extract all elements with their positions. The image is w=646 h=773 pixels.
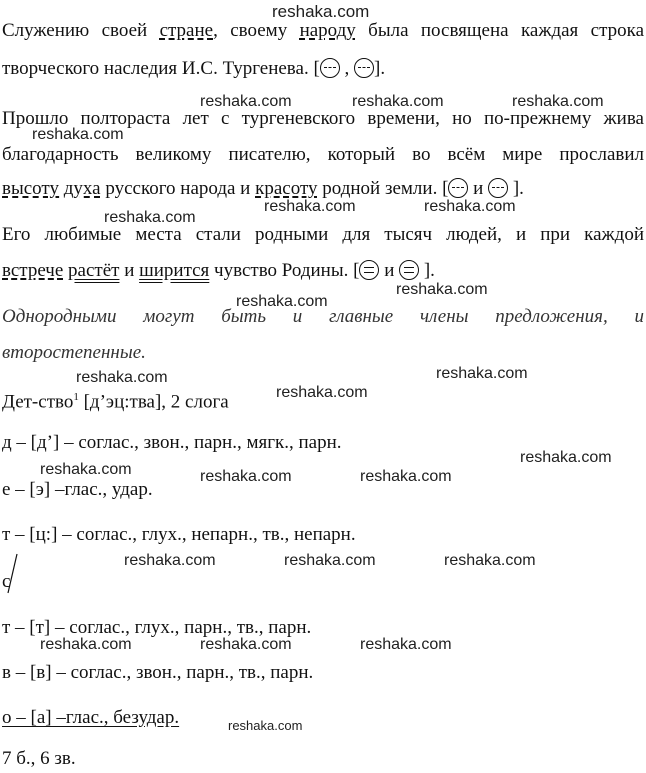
analyzed-word: Дет-ство	[2, 391, 74, 413]
watermark: reshaka.com	[396, 281, 488, 298]
note-line-1: Однородными могут быть и главные члены предложения, и	[2, 306, 644, 327]
paragraph-1-line-1: Служению своей стране, своему народу была посвящена каждая строка	[2, 20, 644, 41]
watermark: reshaka.com	[40, 636, 132, 653]
object-word: красоту	[255, 178, 318, 199]
watermark: reshaka.com	[512, 93, 604, 110]
watermark: reshaka.com	[104, 209, 196, 226]
watermark: reshaka.com	[360, 468, 452, 485]
double-line-circle-icon	[399, 260, 419, 280]
watermark: reshaka.com	[264, 198, 356, 215]
watermark: reshaka.com	[76, 369, 168, 386]
watermark: reshaka.com	[520, 449, 612, 466]
watermark: reshaka.com	[360, 636, 452, 653]
subject-word: народу	[299, 20, 356, 41]
analysis-row: о – [а] –глас., безудар.	[2, 707, 180, 728]
analysis-title: Дет-ство$^1$ [д’эц:тва], 2 слога	[2, 391, 229, 413]
paragraph-2-line-3: высоту духа русского народа и красоту родной земли. [ и ].	[2, 178, 524, 199]
watermark: reshaka.com	[236, 293, 328, 310]
predicate-word: растёт	[68, 260, 120, 281]
paragraph-2-line-1: Прошло полтораста лет с тургеневского времени, но по-прежнему жива	[2, 108, 644, 129]
object-phrase: высоту духа	[2, 178, 101, 199]
paragraph-1-line-2: творческого наследия И.С. Тургенева. [ , ].	[2, 58, 386, 79]
analysis-row: д – [д’] – соглас., звон., парн., мягк., парн.	[2, 432, 342, 453]
paragraph-2-line-2: благодарность великому писателю, который во всём мире прославил	[2, 144, 644, 165]
watermark: reshaka.com	[228, 718, 303, 733]
adverbial-word: встрече	[2, 260, 64, 281]
analysis-row: с	[2, 571, 11, 592]
watermark: reshaka.com	[272, 2, 370, 21]
watermark: reshaka.com	[40, 461, 132, 478]
watermark: reshaka.com	[276, 384, 368, 401]
watermark: reshaka.com	[352, 93, 444, 110]
watermark: reshaka.com	[32, 126, 124, 143]
paragraph-3-line-2: встрече растёт и ширится чувство Родины. [ и ].	[2, 260, 435, 281]
watermark: reshaka.com	[124, 552, 216, 569]
dashed-circle-icon	[320, 58, 340, 78]
dashed-circle-icon	[448, 178, 468, 198]
double-line-circle-icon	[359, 260, 379, 280]
watermark: reshaka.com	[284, 552, 376, 569]
analysis-row: е – [э] –глас., удар.	[2, 479, 153, 500]
analysis-row: т – [ц:] – соглас., глух., непарн., тв., непарн.	[2, 524, 356, 545]
analysis-row: т – [т] – соглас., глух., парн., тв., парн.	[2, 617, 312, 638]
watermark: reshaka.com	[200, 468, 292, 485]
dashed-circle-icon	[488, 178, 508, 198]
subject-word: стране	[159, 20, 214, 41]
watermark: reshaka.com	[424, 198, 516, 215]
note-line-2: второстепенные.	[2, 342, 146, 363]
paragraph-3-line-1: Его любимые места стали родными для тысяч людей, и при каждой	[2, 224, 644, 245]
watermark: reshaka.com	[200, 636, 292, 653]
predicate-word: ширится	[139, 260, 210, 281]
dashed-circle-icon	[354, 58, 374, 78]
analysis-summary: 7 б., 6 зв.	[2, 748, 76, 769]
watermark: reshaka.com	[436, 365, 528, 382]
watermark: reshaka.com	[444, 552, 536, 569]
watermark: reshaka.com	[200, 93, 292, 110]
analysis-row: в – [в] – соглас., звон., парн., тв., парн.	[2, 662, 314, 683]
